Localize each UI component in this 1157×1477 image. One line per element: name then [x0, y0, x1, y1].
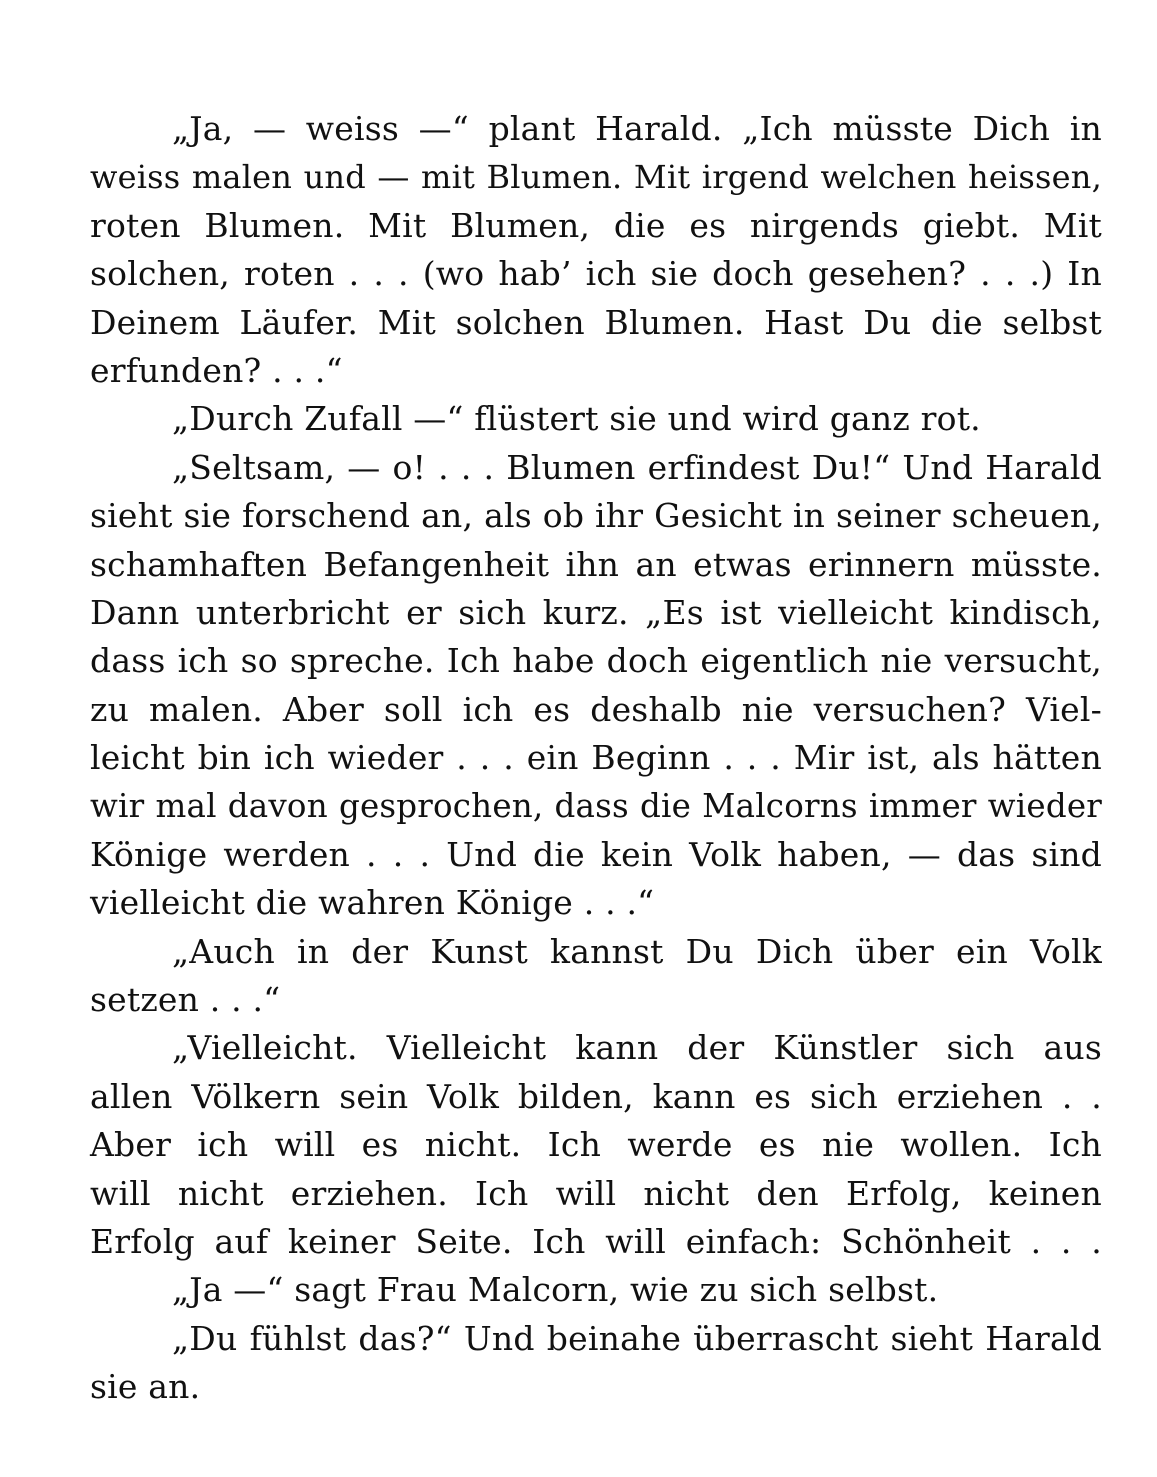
text-line: setzen . . .“	[90, 980, 281, 1020]
text-line: vielleicht die wahren Könige . . .“	[90, 883, 655, 923]
text-line: „Auch in der Kunst kannst Du Dich über ein Volk	[172, 931, 1102, 971]
text-line: Dann unterbricht er sich kurz. „Es ist vielleicht kindisch,	[90, 592, 1102, 632]
text-line: will nicht erziehen. Ich will nicht den Erfolg, keinen	[90, 1173, 1102, 1213]
text-line: leicht bin ich wieder . . . ein Beginn . . . Mir ist, als hätten	[90, 738, 1102, 778]
text-line: dass ich so spreche. Ich habe doch eigentlich nie versucht,	[90, 641, 1102, 681]
text-line: roten Blumen. Mit Blumen, die es nirgends giebt. Mit	[90, 205, 1102, 245]
text-line: sieht sie forschend an, als ob ihr Gesicht in seiner scheuen,	[90, 496, 1102, 536]
text-line: Könige werden . . . Und die kein Volk haben, — das sind	[90, 834, 1102, 874]
text-line: allen Völkern sein Volk bilden, kann es sich erziehen . .	[90, 1076, 1102, 1116]
body-text	[90, 105, 1102, 1412]
text-line: „Seltsam, — o! . . . Blumen erfindest Du!“ Und Harald	[172, 447, 1102, 487]
text-line: Erfolg auf keiner Seite. Ich will einfach: Schönheit . . .	[90, 1221, 1102, 1261]
text-line: weiss malen und — mit Blumen. Mit irgend welchen heissen,	[90, 158, 1102, 197]
text-line: „Du fühlst das?“ Und beinahe überrascht sieht Harald	[172, 1318, 1102, 1358]
text-line: „Vielleicht. Vielleicht kann der Künstler sich aus	[172, 1028, 1102, 1068]
text-line: „Ja, — weiss —“ plant Harald. „Ich müsste Dich in	[172, 109, 1102, 148]
text-line: erfunden? . . .“	[90, 350, 343, 390]
text-line: zu malen. Aber soll ich es deshalb nie versuchen? Viel-	[90, 689, 1102, 729]
text-line: „Durch Zufall —“ flüstert sie und wird ganz rot.	[172, 399, 981, 439]
text-line: Aber ich will es nicht. Ich werde es nie wollen. Ich	[90, 1125, 1102, 1165]
text-line: sie an.	[90, 1367, 201, 1407]
text-line: solchen, roten . . . (wo hab’ ich sie doch gesehen? . . .) In	[90, 254, 1102, 294]
text-line: „Ja —“ sagt Frau Malcorn, wie zu sich selbst.	[172, 1270, 939, 1310]
text-line: wir mal davon gesprochen, dass die Malcorns immer wieder	[90, 787, 1102, 826]
text-line: Deinem Läufer. Mit solchen Blumen. Hast Du die selbst	[90, 302, 1102, 342]
text-line: schamhaften Befangenheit ihn an etwas erinnern müsste.	[90, 544, 1102, 584]
